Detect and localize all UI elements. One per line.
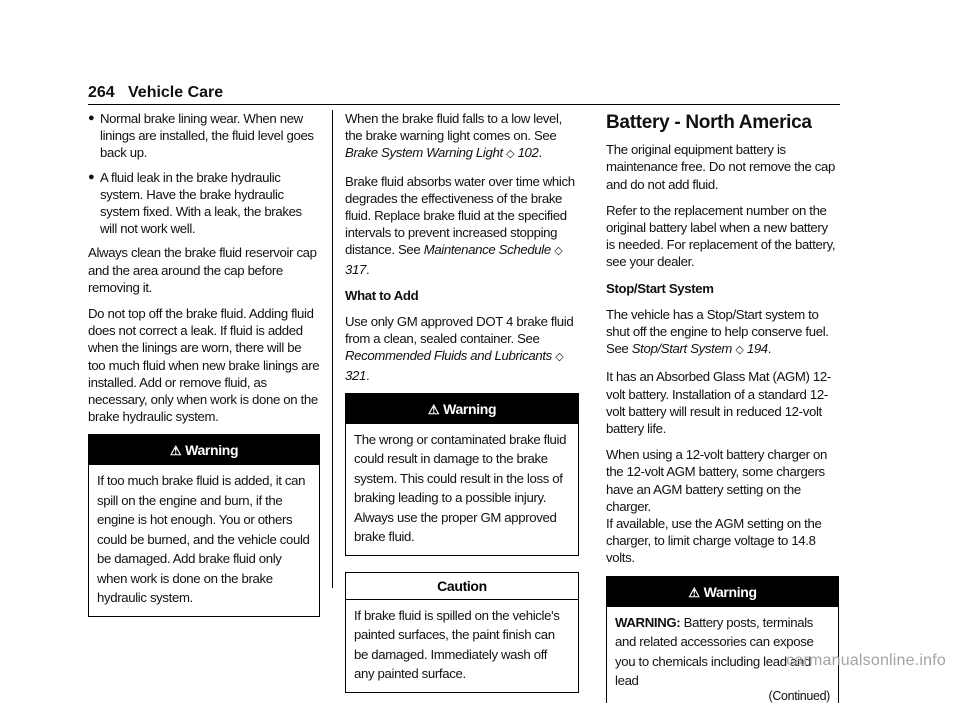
warning-header bbox=[346, 394, 578, 424]
paragraph-text: The vehicle has a Stop/Start system to shut off the engine to help conserve fuel. See bbox=[606, 306, 829, 357]
page-ref-icon: ◇ bbox=[554, 245, 563, 258]
bullet-text: Normal brake lining wear. When new linings are installed, the fluid level goes back up. bbox=[100, 111, 314, 161]
paragraph: Use only GM approved DOT 4 brake fluid from a clean, sealed container. See Recommended Fluids and Lubricants ◇ 321. bbox=[345, 314, 574, 383]
column-3 bbox=[606, 110, 839, 713]
paragraph: Always clean the brake fluid reservoir cap and the area around the cap before removing it. bbox=[88, 245, 317, 295]
warning-title: Warning bbox=[443, 400, 497, 417]
page-ref-number[interactable]: 102 bbox=[517, 145, 539, 161]
warning-title: Warning bbox=[185, 442, 239, 459]
subheading: What to Add bbox=[345, 287, 419, 303]
warning-body: The wrong or contaminated brake fluid could result in damage to the brake system. This could result in the loss of braking leading to a possible injury. Always use the proper GM approved brake fluid. bbox=[354, 431, 567, 545]
page-header bbox=[88, 84, 840, 105]
watermark: carmanualsonline.info bbox=[786, 652, 946, 669]
page-ref-icon: ◇ bbox=[506, 148, 515, 161]
page-ref-icon: ◇ bbox=[555, 351, 564, 364]
paragraph-text: Use only GM approved DOT 4 brake fluid from a clean, sealed container. See bbox=[345, 314, 574, 347]
page-ref-number[interactable]: 194 bbox=[746, 341, 768, 357]
cross-reference-link[interactable]: Stop/Start System bbox=[631, 341, 733, 357]
section-title: Vehicle Care bbox=[128, 84, 224, 101]
warning-icon: ⚠ bbox=[427, 401, 440, 417]
page-ref-number[interactable]: 321 bbox=[345, 367, 366, 383]
warning-icon: ⚠ bbox=[688, 584, 700, 600]
paragraph: The vehicle has a Stop/Start system to shut off the engine to help conserve fuel. See Stop/Start System ◇ 194. bbox=[606, 306, 829, 357]
column-1 bbox=[88, 110, 320, 627]
paragraph: When using a 12-volt battery charger on the 12-volt AGM battery, some chargers have an AGM battery setting on the charger. bbox=[606, 447, 827, 514]
column-divider bbox=[332, 110, 333, 588]
warning-text: Battery posts, terminals and related accessories can expose you to chemicals including lead and lead bbox=[615, 614, 814, 689]
bullet-icon: ● bbox=[88, 112, 95, 124]
caution-header: Caution bbox=[346, 573, 578, 600]
warning-box bbox=[88, 434, 320, 617]
paragraph: Do not top off the brake fluid. Adding fluid does not correct a leak. If fluid is added when the linings are worn, there will be too much fluid when new brake linings are installed. Add or remove fluid, as necessary, only when work is done on the brake hydraulic system. bbox=[88, 306, 320, 425]
continued-label: (Continued) bbox=[768, 688, 830, 703]
bullet-icon: ● bbox=[88, 170, 95, 183]
warning-title: Warning bbox=[703, 583, 757, 600]
cross-reference-link[interactable]: Recommended Fluids and Lubricants bbox=[345, 348, 552, 364]
warning-box bbox=[606, 576, 839, 703]
paragraph: Brake fluid absorbs water over time which degrades the effectiveness of the brake fluid. Replace brake fluid at the specified intervals to prevent increased stopping distance. See Maintenance Schedule ◇ 317. bbox=[345, 173, 575, 277]
warning-box bbox=[345, 393, 579, 556]
warning-icon: ⚠ bbox=[169, 443, 182, 459]
subheading: Stop/Start System bbox=[606, 280, 714, 296]
list-item bbox=[88, 169, 320, 238]
page-ref-number[interactable]: 317 bbox=[345, 261, 366, 277]
warning-header bbox=[607, 577, 838, 607]
paragraph-text: Brake fluid absorbs water over time which degrades the effectiveness of the brake fluid. Replace brake fluid at the specified intervals to prevent increased stopping distance. See bbox=[345, 173, 575, 258]
paragraph: When the brake fluid falls to a low level, the brake warning light comes on. See Brake System Warning Light ◇ 102. bbox=[345, 111, 562, 161]
paragraph: It has an Absorbed Glass Mat (AGM) 12-volt battery. Installation of a standard 12-volt battery will result in reduced 12-volt battery life. bbox=[606, 369, 831, 437]
cross-reference-link[interactable]: Brake System Warning Light bbox=[345, 145, 503, 161]
caution-box bbox=[345, 572, 579, 693]
column-2 bbox=[345, 110, 579, 703]
page-number: 264 bbox=[88, 84, 115, 101]
caution-body: If brake fluid is spilled on the vehicle's painted surfaces, the paint finish can be damaged. Immediately wash off any painted surface. bbox=[354, 607, 560, 682]
list-item bbox=[88, 110, 320, 162]
paragraph: The original equipment battery is maintenance free. Do not remove the cap and do not add fluid. bbox=[606, 142, 835, 192]
warning-label: WARNING: bbox=[615, 614, 681, 630]
section-heading: Battery - North America bbox=[606, 112, 812, 133]
paragraph: If available, use the AGM setting on the charger, to limit charge voltage to 14.8 volts. bbox=[606, 516, 822, 566]
bullet-text: A fluid leak in the brake hydraulic system. Have the brake hydraulic system fixed. With a leak, the brakes will not work well. bbox=[100, 169, 302, 237]
paragraph: Refer to the replacement number on the original battery label when a new battery is needed. For replacement of the battery, see your dealer. bbox=[606, 202, 836, 270]
warning-header bbox=[89, 435, 319, 465]
cross-reference-link[interactable]: Maintenance Schedule bbox=[423, 242, 551, 258]
paragraph-text: When the brake fluid falls to a low level, the brake warning light comes on. See bbox=[345, 111, 562, 144]
page-ref-icon: ◇ bbox=[735, 344, 744, 357]
warning-body: If too much brake fluid is added, it can spill on the engine and burn, if the engine is hot enough. You or others could be burned, and the vehicle could be damaged. Add brake fluid only when work is done on the brake hydraulic system. bbox=[97, 473, 310, 606]
